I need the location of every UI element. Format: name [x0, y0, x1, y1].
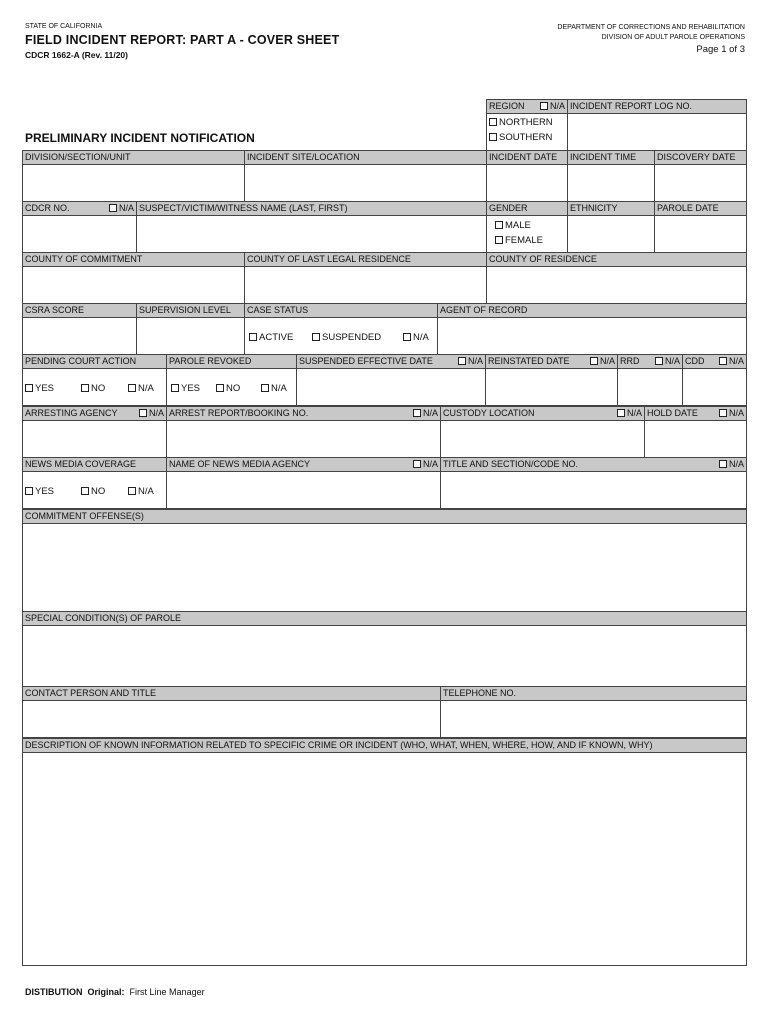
- na-label: N/A: [148, 408, 164, 418]
- pending-na-checkbox[interactable]: [128, 384, 136, 392]
- arrest-report-field[interactable]: [166, 420, 441, 458]
- na-label: N/A: [664, 356, 680, 366]
- news-yes-checkbox[interactable]: [25, 487, 33, 495]
- discovery-date-label: DISCOVERY DATE: [654, 150, 747, 165]
- pending-court-label: PENDING COURT ACTION: [22, 354, 167, 369]
- news-media-label: NEWS MEDIA COVERAGE: [22, 457, 167, 472]
- title-code-text: TITLE AND SECTION/CODE NO.: [443, 459, 579, 469]
- case-status-label: CASE STATUS: [244, 303, 438, 318]
- pending-yes-checkbox[interactable]: [25, 384, 33, 392]
- na-label: N/A: [422, 408, 438, 418]
- revoked-na-checkbox[interactable]: [261, 384, 269, 392]
- cdcr-na-checkbox[interactable]: [109, 204, 117, 212]
- special-conditions-field[interactable]: [22, 625, 747, 687]
- reinstated-date-field[interactable]: [485, 368, 618, 406]
- gender-options: [486, 215, 568, 253]
- distribution-footer: [25, 987, 205, 997]
- na-label: N/A: [118, 203, 134, 213]
- site-field[interactable]: [244, 164, 487, 202]
- rrd-field[interactable]: [617, 368, 683, 406]
- county-residence-label: COUNTY OF RESIDENCE: [486, 252, 747, 267]
- incident-time-label: INCIDENT TIME: [567, 150, 655, 165]
- arresting-agency-label: [22, 406, 167, 421]
- na-label: N/A: [467, 356, 483, 366]
- suspended-label: SUSPENDED: [322, 332, 382, 343]
- yes-label: YES: [35, 383, 55, 394]
- active-label: ACTIVE: [259, 332, 294, 343]
- log-no-field[interactable]: [567, 113, 747, 151]
- arrest-report-na-checkbox[interactable]: [413, 409, 421, 417]
- news-no-checkbox[interactable]: [81, 487, 89, 495]
- commitment-offense-field[interactable]: [22, 523, 747, 612]
- news-agency-label: [166, 457, 441, 472]
- na-label: N/A: [728, 408, 744, 418]
- cdd-field[interactable]: [682, 368, 747, 406]
- susp-eff-na-checkbox[interactable]: [458, 357, 466, 365]
- parole-revoked-options: [166, 368, 297, 406]
- telephone-field[interactable]: [440, 700, 747, 738]
- commitment-offense-label: COMMITMENT OFFENSE(S): [22, 509, 747, 524]
- no-label: NO: [226, 383, 241, 394]
- title-code-label: [440, 457, 747, 472]
- form-number: CDCR 1662-A (Rev. 11/20): [25, 50, 128, 60]
- county-legal-label: COUNTY OF LAST LEGAL RESIDENCE: [244, 252, 487, 267]
- cdcr-no-field[interactable]: [22, 215, 137, 253]
- no-label: NO: [91, 383, 106, 394]
- suspended-effective-field[interactable]: [296, 368, 486, 406]
- suspect-name-label: SUSPECT/VICTIM/WITNESS NAME (LAST, FIRST): [136, 201, 487, 216]
- northern-label: NORTHERN: [499, 117, 553, 128]
- na-label: N/A: [549, 101, 565, 111]
- ethnicity-label: ETHNICITY: [567, 201, 655, 216]
- form-title: FIELD INCIDENT REPORT: PART A - COVER SHEET: [25, 33, 340, 47]
- news-na-checkbox[interactable]: [128, 487, 136, 495]
- custody-location-field[interactable]: [440, 420, 645, 458]
- cdcr-no-text: CDCR NO.: [25, 203, 70, 213]
- csra-field[interactable]: [22, 317, 137, 355]
- reinstated-text: REINSTATED DATE: [488, 356, 570, 366]
- no-label: NO: [91, 486, 106, 497]
- news-agency-na-checkbox[interactable]: [413, 460, 421, 468]
- reinstated-date-label: [485, 354, 618, 369]
- parole-date-field[interactable]: [654, 215, 747, 253]
- northern-checkbox[interactable]: [489, 118, 497, 126]
- southern-checkbox[interactable]: [489, 133, 497, 141]
- region-na-checkbox[interactable]: [540, 102, 548, 110]
- na-label: N/A: [138, 486, 154, 497]
- custody-text: CUSTODY LOCATION: [443, 408, 535, 418]
- suspended-effective-label: [296, 354, 486, 369]
- description-field[interactable]: [22, 752, 747, 966]
- arrest-report-label: [166, 406, 441, 421]
- custody-location-label: [440, 406, 645, 421]
- department-name: DEPARTMENT OF CORRECTIONS AND REHABILITATION: [557, 24, 745, 31]
- pending-court-options: [22, 368, 167, 406]
- county-legal-field[interactable]: [244, 266, 487, 304]
- state-label: STATE OF CALIFORNIA: [25, 23, 103, 30]
- site-label: INCIDENT SITE/LOCATION: [244, 150, 487, 165]
- hold-date-field[interactable]: [644, 420, 747, 458]
- department-header: [425, 23, 745, 43]
- county-commitment-label: COUNTY OF COMMITMENT: [22, 252, 245, 267]
- suspect-name-field[interactable]: [136, 215, 487, 253]
- supervision-field[interactable]: [136, 317, 245, 355]
- news-agency-field[interactable]: [166, 471, 441, 509]
- yes-label: YES: [35, 486, 55, 497]
- original-label: Original:: [87, 987, 125, 997]
- discovery-date-field[interactable]: [654, 164, 747, 202]
- description-label: DESCRIPTION OF KNOWN INFORMATION RELATED TO SPECIFIC CRIME OR INCIDENT (WHO, WHAT, WHEN, WHERE, HOW, AND IF KNOWN, WHY): [22, 738, 747, 753]
- region-options: [486, 113, 568, 151]
- parole-date-label: PAROLE DATE: [654, 201, 747, 216]
- incident-date-label: INCIDENT DATE: [486, 150, 568, 165]
- region-label: [486, 99, 568, 114]
- rrd-label: [617, 354, 683, 369]
- county-residence-field[interactable]: [486, 266, 747, 304]
- suspended-checkbox[interactable]: [312, 333, 320, 341]
- contact-person-label: CONTACT PERSON AND TITLE: [22, 686, 441, 701]
- na-label: N/A: [626, 408, 642, 418]
- cdd-text: CDD: [685, 356, 705, 366]
- hold-date-text: HOLD DATE: [647, 408, 698, 418]
- na-label: N/A: [422, 459, 438, 469]
- na-label: N/A: [138, 383, 154, 394]
- case-na-checkbox[interactable]: [403, 333, 411, 341]
- cdcr-no-label: [22, 201, 137, 216]
- agent-field[interactable]: [437, 317, 747, 355]
- ethnicity-field[interactable]: [567, 215, 655, 253]
- parole-revoked-label: PAROLE REVOKED: [166, 354, 297, 369]
- section-title: PRELIMINARY INCIDENT NOTIFICATION: [25, 131, 255, 145]
- suspended-effective-text: SUSPENDED EFFECTIVE DATE: [299, 356, 433, 366]
- cdd-label: [682, 354, 747, 369]
- revoked-yes-checkbox[interactable]: [171, 384, 179, 392]
- case-status-options: [244, 317, 438, 355]
- rrd-text: RRD: [620, 356, 640, 366]
- distribution-label: DISTIBUTION: [25, 987, 83, 997]
- active-checkbox[interactable]: [249, 333, 257, 341]
- na-label: N/A: [728, 356, 744, 366]
- incident-time-field[interactable]: [567, 164, 655, 202]
- male-checkbox[interactable]: [495, 221, 503, 229]
- na-label: N/A: [728, 459, 744, 469]
- division-label: DIVISION/SECTION/UNIT: [22, 150, 245, 165]
- na-label: N/A: [599, 356, 615, 366]
- incident-date-field[interactable]: [486, 164, 568, 202]
- custody-na-checkbox[interactable]: [617, 409, 625, 417]
- county-commitment-field[interactable]: [22, 266, 245, 304]
- original-value: First Line Manager: [129, 987, 205, 997]
- arrest-report-text: ARREST REPORT/BOOKING NO.: [169, 408, 309, 418]
- title-code-na-checkbox[interactable]: [719, 460, 727, 468]
- telephone-label: TELEPHONE NO.: [440, 686, 747, 701]
- news-media-options: [22, 471, 167, 509]
- agent-label: AGENT OF RECORD: [437, 303, 747, 318]
- reinstated-na-checkbox[interactable]: [590, 357, 598, 365]
- supervision-label: SUPERVISION LEVEL: [136, 303, 245, 318]
- female-checkbox[interactable]: [495, 236, 503, 244]
- arresting-na-checkbox[interactable]: [139, 409, 147, 417]
- contact-person-field[interactable]: [22, 700, 441, 738]
- hold-date-na-checkbox[interactable]: [719, 409, 727, 417]
- rrd-na-checkbox[interactable]: [655, 357, 663, 365]
- title-code-field[interactable]: [440, 471, 747, 509]
- na-label: N/A: [271, 383, 287, 394]
- division-name: DIVISION OF ADULT PAROLE OPERATIONS: [601, 34, 745, 41]
- special-conditions-label: SPECIAL CONDITION(S) OF PAROLE: [22, 611, 747, 626]
- hold-date-label: [644, 406, 747, 421]
- yes-label: YES: [181, 383, 201, 394]
- arresting-agency-field[interactable]: [22, 420, 167, 458]
- region-text: REGION: [489, 101, 525, 111]
- news-agency-text: NAME OF NEWS MEDIA AGENCY: [169, 459, 311, 469]
- division-field[interactable]: [22, 164, 245, 202]
- page-number: Page 1 of 3: [696, 44, 745, 55]
- csra-label: CSRA SCORE: [22, 303, 137, 318]
- cdd-na-checkbox[interactable]: [719, 357, 727, 365]
- pending-no-checkbox[interactable]: [81, 384, 89, 392]
- female-label: FEMALE: [505, 235, 544, 246]
- male-label: MALE: [505, 220, 531, 231]
- na-label: N/A: [413, 332, 429, 343]
- gender-label: GENDER: [486, 201, 568, 216]
- revoked-no-checkbox[interactable]: [216, 384, 224, 392]
- southern-label: SOUTHERN: [499, 132, 553, 143]
- arresting-text: ARRESTING AGENCY: [25, 408, 118, 418]
- log-no-label: INCIDENT REPORT LOG NO.: [567, 99, 747, 114]
